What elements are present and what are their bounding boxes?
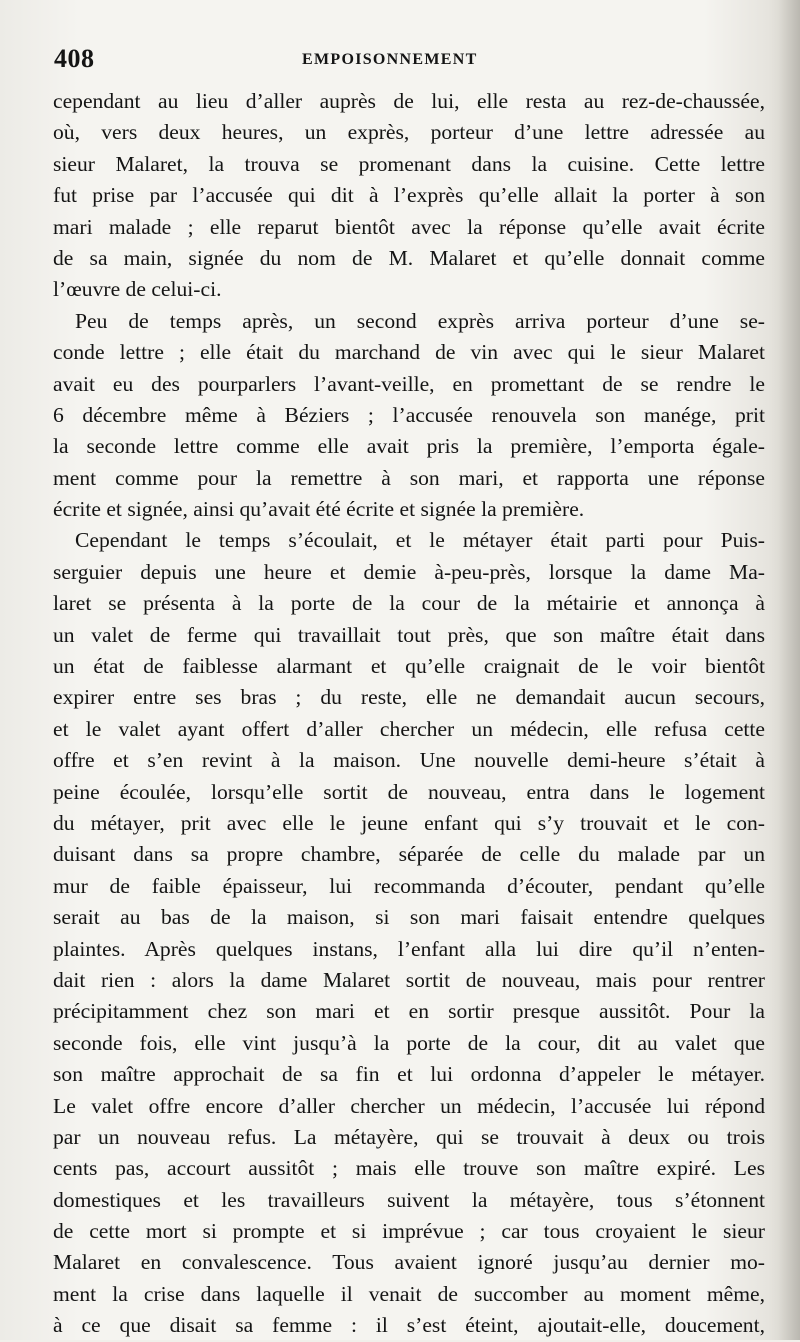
text-line: de sa main, signée du nom de M. Malaret et qu’elle donnait comme <box>53 245 765 270</box>
text-line: écrite et signée, ainsi qu’avait été écrite et signée la première. <box>53 497 585 522</box>
text-line: expirer entre ses bras ; du reste, elle ne demandait aucun secours, <box>53 685 765 710</box>
text-line: sieur Malaret, la trouva se promenant dans la cuisine. Cette lettre <box>53 151 765 176</box>
text-line: duisant dans sa propre chambre, séparée de celle du malade par un <box>53 842 765 867</box>
text-line: de cette mort si prompte et si imprévue ; car tous croyaient le sieur <box>53 1219 765 1244</box>
page-header <box>54 44 764 78</box>
text-line: fut prise par l’accusée qui dit à l’exprès qu’elle allait la porter à son <box>53 183 765 208</box>
text-line: domestiques et les travailleurs suivent la métayère, tous s’étonnent <box>53 1187 765 1212</box>
text-line: avait eu des pourparlers l’avant-veille, en promettant de se rendre le <box>53 371 765 396</box>
text-line: ment la crise dans laquelle il venait de succomber au moment même, <box>53 1281 765 1306</box>
text-line: où, vers deux heures, un exprès, porteur d’une lettre adressée au <box>53 120 765 145</box>
text-line: dait rien : alors la dame Malaret sortit de nouveau, mais pour rentrer <box>53 967 765 992</box>
text-line: 6 décembre même à Béziers ; l’accusée renouvela son manége, prit <box>53 402 765 427</box>
text-line: laret se présenta à la porte de la cour de la métairie et annonça à <box>53 591 765 616</box>
text-line: un valet de ferme qui travaillait tout près, que son maître était dans <box>53 622 765 647</box>
body-text <box>53 86 765 1342</box>
text-line: un état de faiblesse alarmant et qu’elle craignait de le voir bientôt <box>53 654 765 679</box>
running-title: EMPOISONNEMENT <box>302 51 478 68</box>
text-line: seconde fois, elle vint jusqu’à la porte de la cour, dit au valet que <box>53 1030 765 1055</box>
text-line: peine écoulée, lorsqu’elle sortit de nouveau, entra dans le logement <box>53 779 765 804</box>
text-line: mari malade ; elle reparut bientôt avec la réponse qu’elle avait écrite <box>53 214 765 239</box>
text-line: conde lettre ; elle était du marchand de vin avec qui le sieur Malaret <box>53 340 765 365</box>
text-line: Malaret en convalescence. Tous avaient ignoré jusqu’au dernier mo- <box>53 1250 765 1275</box>
text-line: serguier depuis une heure et demie à-peu-près, lorsque la dame Ma- <box>53 559 765 584</box>
text-line: la seconde lettre comme elle avait pris la première, l’emporta égale- <box>53 434 765 459</box>
text-line: plaintes. Après quelques instans, l’enfant alla lui dire qu’il n’enten- <box>53 936 765 961</box>
paragraph-start-line: Peu de temps après, un second exprès arriva porteur d’une se- <box>75 308 765 333</box>
text-line: à ce que disait sa femme : il s’est éteint, ajoutait-elle, doucement, <box>53 1313 765 1338</box>
text-line: serait au bas de la maison, si son mari faisait entendre quelques <box>53 905 765 930</box>
text-line: du métayer, prit avec elle le jeune enfant qui s’y trouvait et le con- <box>53 810 765 835</box>
text-line: par un nouveau refus. La métayère, qui se trouvait à deux ou trois <box>53 1124 765 1149</box>
text-line: ment comme pour la remettre à son mari, et rapporta une réponse <box>53 465 765 490</box>
text-line: mur de faible épaisseur, lui recommanda d’écouter, pendant qu’elle <box>53 873 765 898</box>
page-gutter-shadow <box>778 0 800 1340</box>
text-line: son maître approchait de sa fin et lui ordonna d’appeler le métayer. <box>53 1062 765 1087</box>
text-line: cependant au lieu d’aller auprès de lui, elle resta au rez-de-chaussée, <box>53 89 765 113</box>
text-line: et le valet ayant offert d’aller chercher un médecin, elle refusa cette <box>53 716 765 741</box>
text-line: précipitamment chez son mari et en sortir presque aussitôt. Pour la <box>53 999 765 1024</box>
text-line: offre et s’en revint à la maison. Une nouvelle demi-heure s’était à <box>53 748 765 773</box>
page-number: 408 <box>54 44 95 73</box>
text-line: Le valet offre encore d’aller chercher un médecin, l’accusée lui répond <box>53 1093 765 1118</box>
text-line: cents pas, accourt aussitôt ; mais elle trouve son maître expiré. Les <box>53 1156 765 1181</box>
paragraph-start-line: Cependant le temps s’écoulait, et le métayer était parti pour Puis- <box>75 528 765 553</box>
text-line: l’œuvre de celui-ci. <box>53 277 222 302</box>
